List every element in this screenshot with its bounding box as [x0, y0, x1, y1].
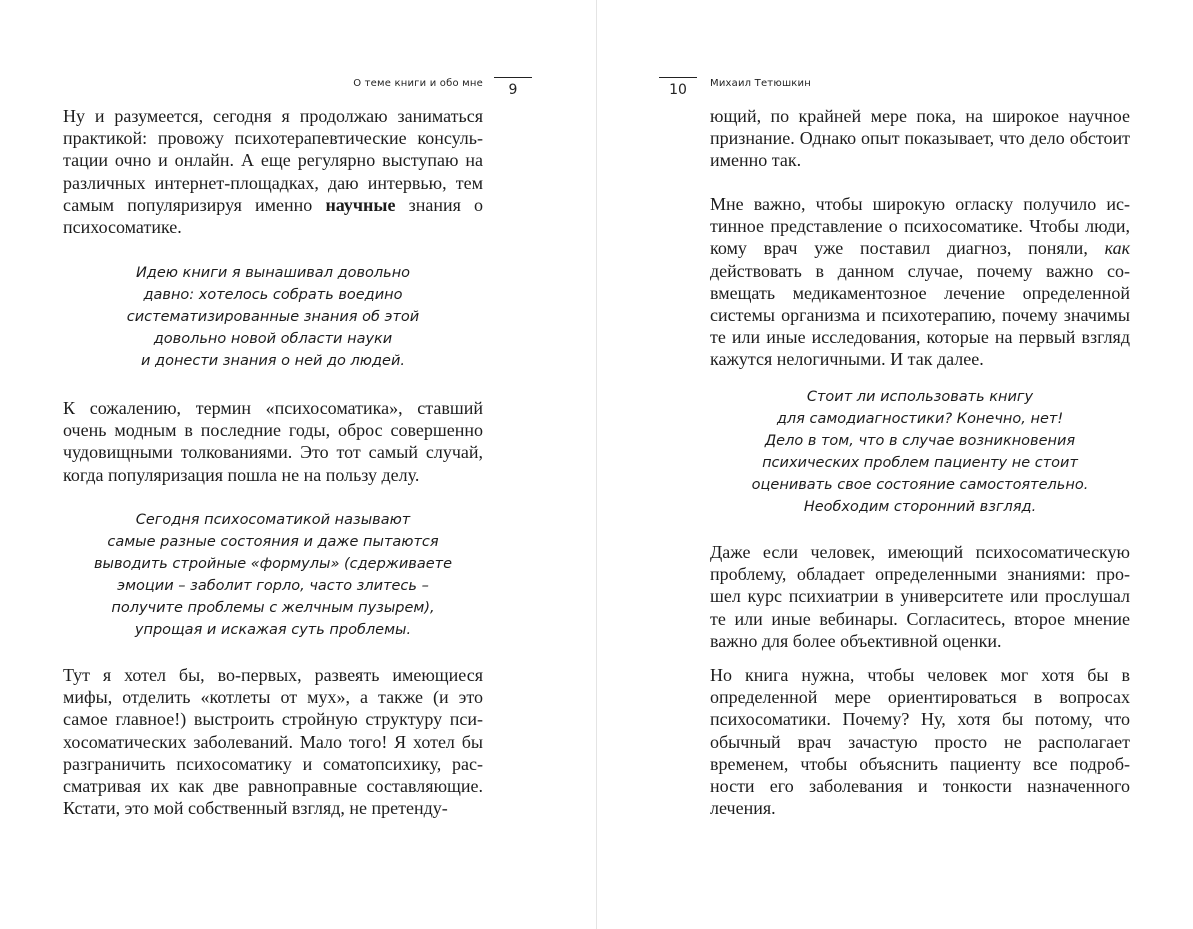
quote-line: получите проблемы с желчным пузырем), — [111, 600, 435, 616]
right-page — [597, 0, 1193, 929]
left-paragraph-2: К сожалению, термин «психосоматика», ставший очень модным в последние годы, оброс совершенно чудовищными толкованиями. Это тот самый случай, когда популяризация пошла не на пользу делу. — [63, 398, 483, 485]
running-head-right: Михаил Тетюшкин — [710, 78, 811, 89]
left-paragraph-1-text-a: Ну и разумеется, сегодня я продолжаю заниматься практикой: провожу психотерапевтические консультации очно и онлайн. А еще регулярно выступаю на различных интернет-площадках, даю интервью, тем самым популяризируя именно — [63, 106, 483, 215]
quote-line: Необходим сторонний взгляд. — [803, 499, 1037, 515]
page-number-right: 10 — [659, 77, 697, 98]
right-paragraph-2-text-a: Мне важно, чтобы широкую огласку получило истинное представление о психосоматике. Чтобы люди, кому врач уже поставил диагноз, поняли, — [710, 194, 1130, 259]
quote-line: самые разные состояния и даже пытаются — [107, 534, 439, 550]
right-paragraph-3: Даже если человек, имеющий психосоматическую проблему, обладает определенными знаниями: прошел курс психиатрии в университете или прослушал те или иные вебинары. Согласитесь, второе мнение важно для более объективной оценки. — [710, 542, 1130, 651]
left-pull-quote-2 — [63, 509, 483, 641]
left-paragraph-3: Тут я хотел бы, во-первых, развеять имеющиеся мифы, отделить «котлеты от мух», а также (и это самое главное!) выстроить стройную структуру психосоматических заболеваний. Мало того! Я хотел бы разграничить психосоматику и соматопсихику, рассматривая их как две равноправные составляющие. Кстати, это мой собственный взгляд, не претенду- — [63, 665, 483, 819]
quote-line: для самодиагностики? Конечно, нет! — [776, 411, 1064, 427]
quote-line: оценивать свое состояние самостоятельно. — [751, 477, 1089, 493]
right-paragraph-4: Но книга нужна, чтобы человек мог хотя бы в определенной мере ориентироваться в вопросах психосоматики. Почему? Ну, хотя бы потому, что обычный врач зачастую просто не располагает временем, чтобы объяснить пациенту все подробности его заболевания и тонкости назначенного лечения. — [710, 665, 1130, 819]
quote-line: и донести знания о ней до людей. — [141, 353, 405, 369]
quote-line: давно: хотелось собрать воедино — [143, 287, 403, 303]
right-paragraph-2-text-b: действовать в данном случае, почему важно совмещать медикаментозное лечение определенной системы организма и психотерапию, почему значимы те или иные исследования, которые на первый взгляд кажутся нелогичными. И так далее. — [710, 260, 1130, 370]
right-paragraph-2-italic-word: как — [1104, 238, 1130, 259]
quote-line: упрощая и искажая суть проблемы. — [134, 622, 412, 638]
quote-line: Дело в том, что в случае возникновения — [764, 433, 1076, 449]
page-number-left: 9 — [494, 77, 532, 98]
quote-line: психических проблем пациенту не стоит — [762, 455, 1078, 471]
left-pull-quote-1 — [63, 262, 483, 372]
left-paragraph-1 — [63, 105, 483, 238]
quote-line: Сегодня психосоматикой называют — [135, 512, 411, 528]
quote-line: довольно новой области науки — [153, 331, 393, 347]
right-pull-quote — [710, 386, 1130, 518]
left-page — [0, 0, 596, 929]
right-paragraph-2 — [710, 193, 1130, 371]
quote-line: Стоит ли использовать книгу — [806, 389, 1034, 405]
left-paragraph-1-text-b: знания о психосоматике. — [63, 194, 483, 238]
quote-line: выводить стройные «формулы» (сдерживаете — [93, 556, 453, 572]
quote-line: систематизированные знания об этой — [126, 309, 420, 325]
quote-line: эмоции – заболит горло, часто злитесь – — [117, 578, 429, 594]
left-paragraph-1-bold-word: научные — [325, 194, 396, 215]
quote-line: Идею книги я вынашивал довольно — [135, 265, 411, 281]
right-paragraph-1: ющий, по крайней мере пока, на широкое научное признание. Однако опыт показывает, что дело обстоит именно так. — [710, 106, 1130, 171]
running-head-left: О теме книги и обо мне — [353, 78, 483, 89]
